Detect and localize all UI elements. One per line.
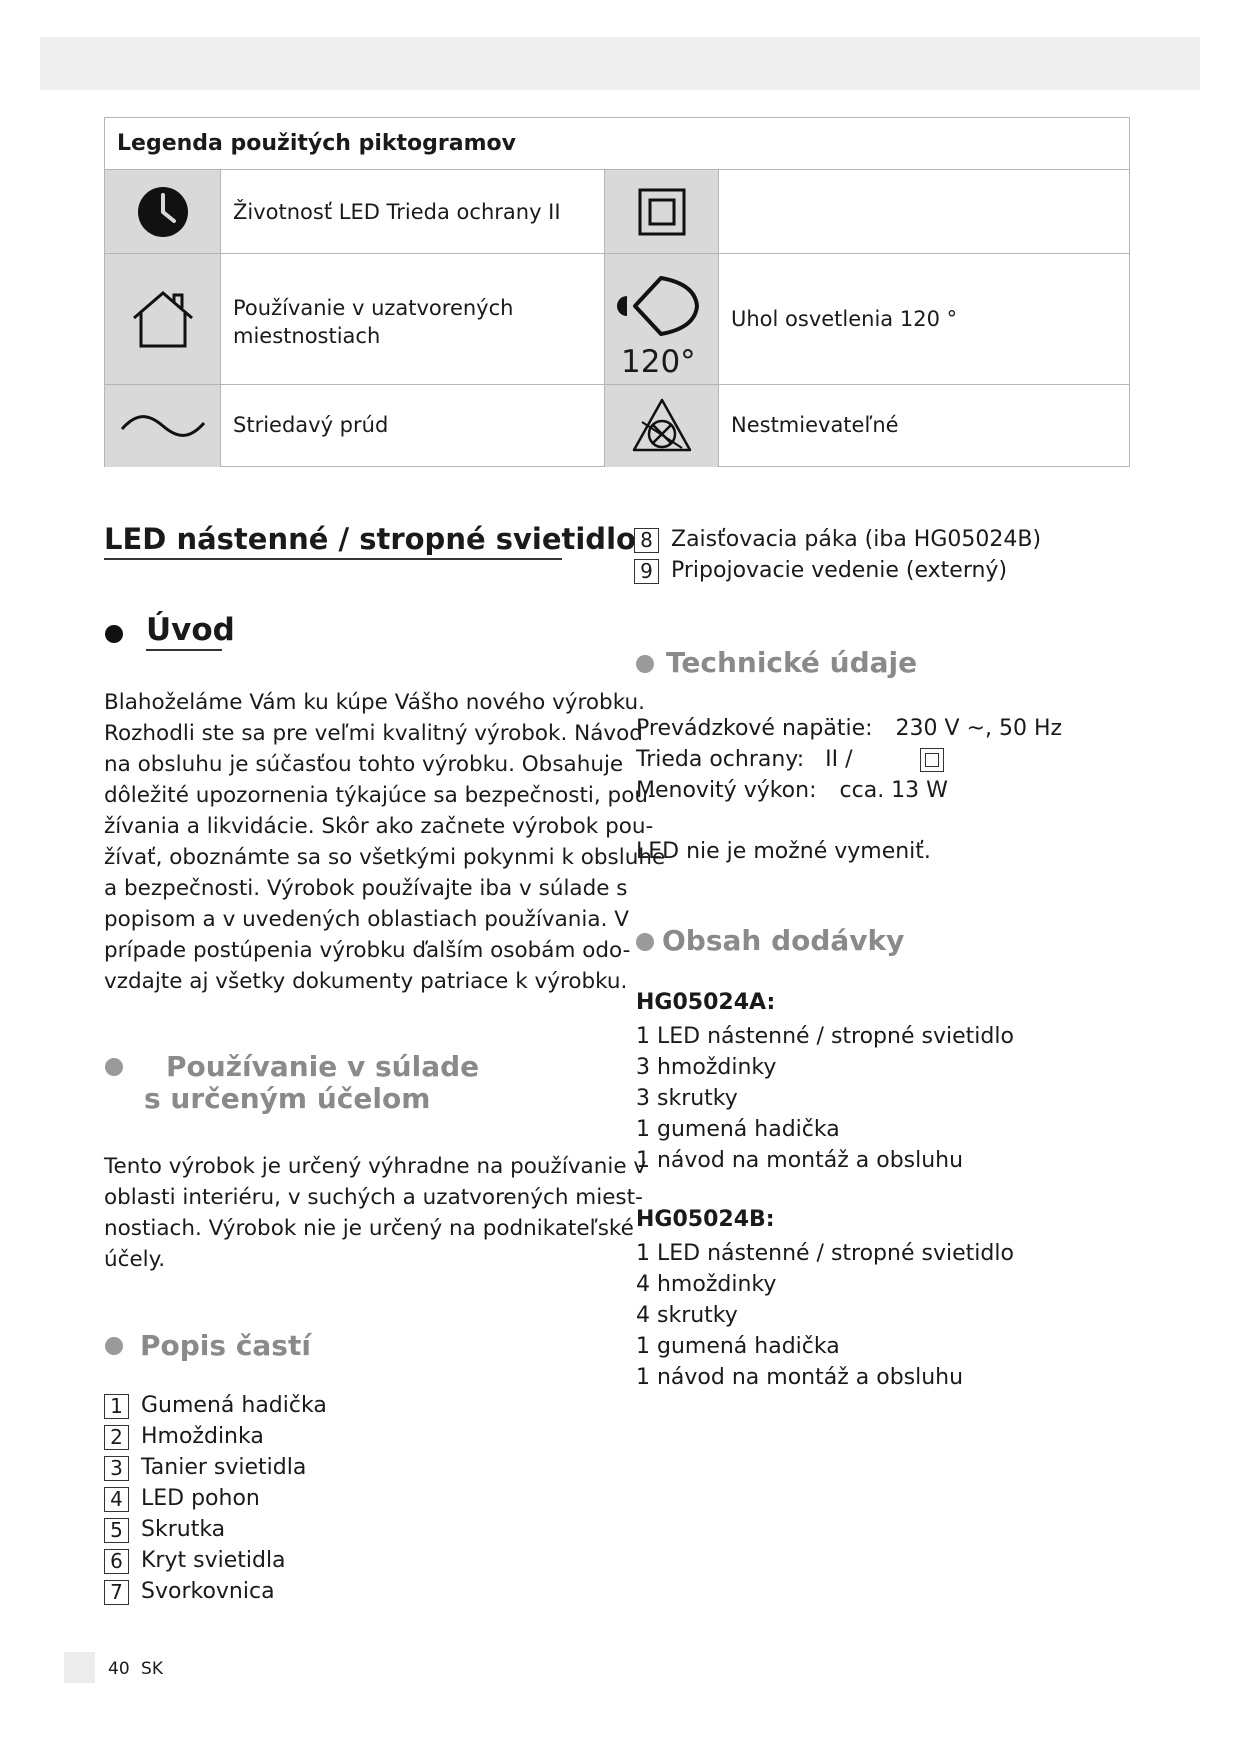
usage-line: oblasti interiéru, v suchých a uzatvorených miest- xyxy=(104,1185,643,1210)
list-item: 1 gumená hadička xyxy=(636,1117,840,1142)
part-label: Kryt svietidla xyxy=(141,1548,286,1573)
legend-text-angle: Uhol osvetlenia 120 ° xyxy=(731,307,958,331)
intro-line: žívania a likvidácie. Skôr ako začnete výrobok pou- xyxy=(104,814,654,839)
list-item xyxy=(104,1393,327,1424)
protection-class-ii-icon xyxy=(605,170,719,254)
page-footer xyxy=(108,1659,163,1679)
lamp-angle-label: 120° xyxy=(621,344,696,380)
title-underline xyxy=(104,558,562,560)
legend-cell xyxy=(719,254,1129,385)
spec-value: II / xyxy=(825,747,853,772)
legend-text-lifetime: Životnosť LED Trieda ochrany II xyxy=(233,200,561,224)
intro-line: popisom a v uvedených oblastiach používania. V xyxy=(104,907,629,932)
parts-list xyxy=(104,1393,327,1610)
spec-label: Trieda ochrany: xyxy=(636,747,805,772)
part-label: Zaisťovacia páka (iba HG05024B) xyxy=(671,527,1042,552)
pictogram-legend-table xyxy=(104,117,1130,467)
intro-line: Blahoželáme Vám ku kúpe Vášho nového výrobku. xyxy=(104,690,645,715)
part-number: 9 xyxy=(634,559,659,584)
spec-class xyxy=(636,747,944,772)
usage-heading-line1: Používanie v súlade xyxy=(166,1050,480,1083)
no-dimmer-icon xyxy=(605,385,719,467)
list-item: 1 návod na montáž a obsluhu xyxy=(636,1365,964,1390)
part-number: 2 xyxy=(104,1425,129,1450)
part-number: 3 xyxy=(104,1456,129,1481)
list-item: 4 skrutky xyxy=(636,1303,738,1328)
tech-heading: Technické údaje xyxy=(666,646,918,679)
part-number: 8 xyxy=(634,528,659,553)
model-a-contents xyxy=(636,1021,1014,1176)
legend-text-ac: Striedavý prúd xyxy=(233,413,389,437)
intro-line: prípade postúpenia výrobku ďalším osobám odo- xyxy=(104,938,631,963)
intro-paragraph xyxy=(104,687,666,997)
part-label: Pripojovacie vedenie (externý) xyxy=(671,558,1008,583)
parts-list-continued xyxy=(634,527,1041,589)
intro-line: vzdajte aj všetky dokumenty patriace k výrobku. xyxy=(104,969,628,994)
part-label: Svorkovnica xyxy=(141,1579,275,1604)
spec-value: cca. 13 W xyxy=(839,778,948,803)
model-b-contents xyxy=(636,1238,1014,1393)
legend-cell xyxy=(221,385,605,467)
intro-line: dôležité upozornenia týkajúce sa bezpečnosti, pou- xyxy=(104,783,656,808)
spec-label: Prevádzkové napätie: xyxy=(636,716,873,741)
spec-label: Menovitý výkon: xyxy=(636,778,817,803)
list-item xyxy=(104,1517,327,1548)
list-item: 1 LED nástenné / stropné svietidlo xyxy=(636,1024,1014,1049)
top-band xyxy=(40,37,1200,90)
part-label: Hmoždinka xyxy=(141,1424,264,1449)
legend-title-row xyxy=(105,118,1129,170)
part-label: LED pohon xyxy=(141,1486,260,1511)
list-item: 1 návod na montáž a obsluhu xyxy=(636,1148,964,1173)
part-label: Gumená hadička xyxy=(141,1393,327,1418)
protection-class-ii-icon xyxy=(920,748,944,772)
list-item: 1 gumená hadička xyxy=(636,1334,840,1359)
bullet-icon xyxy=(105,1337,123,1355)
clock-icon xyxy=(105,170,221,254)
list-item xyxy=(634,558,1041,589)
parts-heading: Popis častí xyxy=(140,1329,311,1362)
language-code: SK xyxy=(141,1659,163,1679)
intro-heading: Úvod xyxy=(146,612,235,648)
bullet-icon xyxy=(636,933,654,951)
legend-cell xyxy=(719,385,1129,467)
intro-line: na obsluhu je súčasťou tohto výrobku. Obsahuje xyxy=(104,752,624,777)
part-number: 7 xyxy=(104,1580,129,1605)
usage-line: účely. xyxy=(104,1247,166,1272)
house-icon xyxy=(105,254,221,385)
legend-cell xyxy=(221,170,605,254)
intro-line: žívať, oboznámte sa so všetkými pokynmi k obsluhe xyxy=(104,845,666,870)
legend-title: Legenda použitých piktogramov xyxy=(117,131,516,156)
part-label: Tanier svietidla xyxy=(141,1455,307,1480)
list-item xyxy=(104,1579,327,1610)
list-item: 1 LED nástenné / stropné svietidlo xyxy=(636,1241,1014,1266)
usage-line: nostiach. Výrobok nie je určený na podnikateľské xyxy=(104,1216,634,1241)
part-number: 5 xyxy=(104,1518,129,1543)
lamp-angle-icon xyxy=(605,254,719,385)
usage-paragraph xyxy=(104,1151,647,1275)
sine-wave-icon xyxy=(105,385,221,467)
bullet-icon xyxy=(105,625,123,643)
spec-power xyxy=(636,778,948,803)
list-item: 3 skrutky xyxy=(636,1086,738,1111)
product-title: LED nástenné / stropné svietidlo xyxy=(104,522,636,556)
led-note: LED nie je možné vymeniť. xyxy=(636,839,931,864)
contents-heading: Obsah dodávky xyxy=(662,924,905,957)
list-item xyxy=(104,1548,327,1579)
usage-heading-line2: s určeným účelom xyxy=(144,1082,431,1115)
part-number: 4 xyxy=(104,1487,129,1512)
model-b-heading: HG05024B: xyxy=(636,1207,775,1232)
list-item xyxy=(634,527,1041,558)
intro-underline xyxy=(146,649,222,651)
intro-line: Rozhodli ste sa pre veľmi kvalitný výrobok. Návod xyxy=(104,721,643,746)
bullet-icon xyxy=(105,1058,123,1076)
list-item: 3 hmoždinky xyxy=(636,1055,777,1080)
list-item xyxy=(104,1455,327,1486)
spec-voltage xyxy=(636,716,1062,741)
usage-line: Tento výrobok je určený výhradne na používanie v xyxy=(104,1154,647,1179)
list-item xyxy=(104,1486,327,1517)
part-label: Skrutka xyxy=(141,1517,226,1542)
list-item xyxy=(104,1424,327,1455)
footer-marker xyxy=(64,1652,95,1683)
legend-text-no-dimmer: Nestmievateľné xyxy=(731,413,899,437)
spec-value: 230 V ~, 50 Hz xyxy=(895,716,1063,741)
legend-cell-empty xyxy=(719,170,1129,254)
model-a-heading: HG05024A: xyxy=(636,990,776,1015)
legend-text-indoor: Používanie v uzatvorených miestnostiach xyxy=(233,296,514,348)
list-item: 4 hmoždinky xyxy=(636,1272,777,1297)
bullet-icon xyxy=(636,655,654,673)
legend-cell xyxy=(221,254,605,385)
part-number: 6 xyxy=(104,1549,129,1574)
intro-line: a bezpečnosti. Výrobok používajte iba v súlade s xyxy=(104,876,628,901)
page-number: 40 xyxy=(108,1659,130,1679)
part-number: 1 xyxy=(104,1394,129,1419)
